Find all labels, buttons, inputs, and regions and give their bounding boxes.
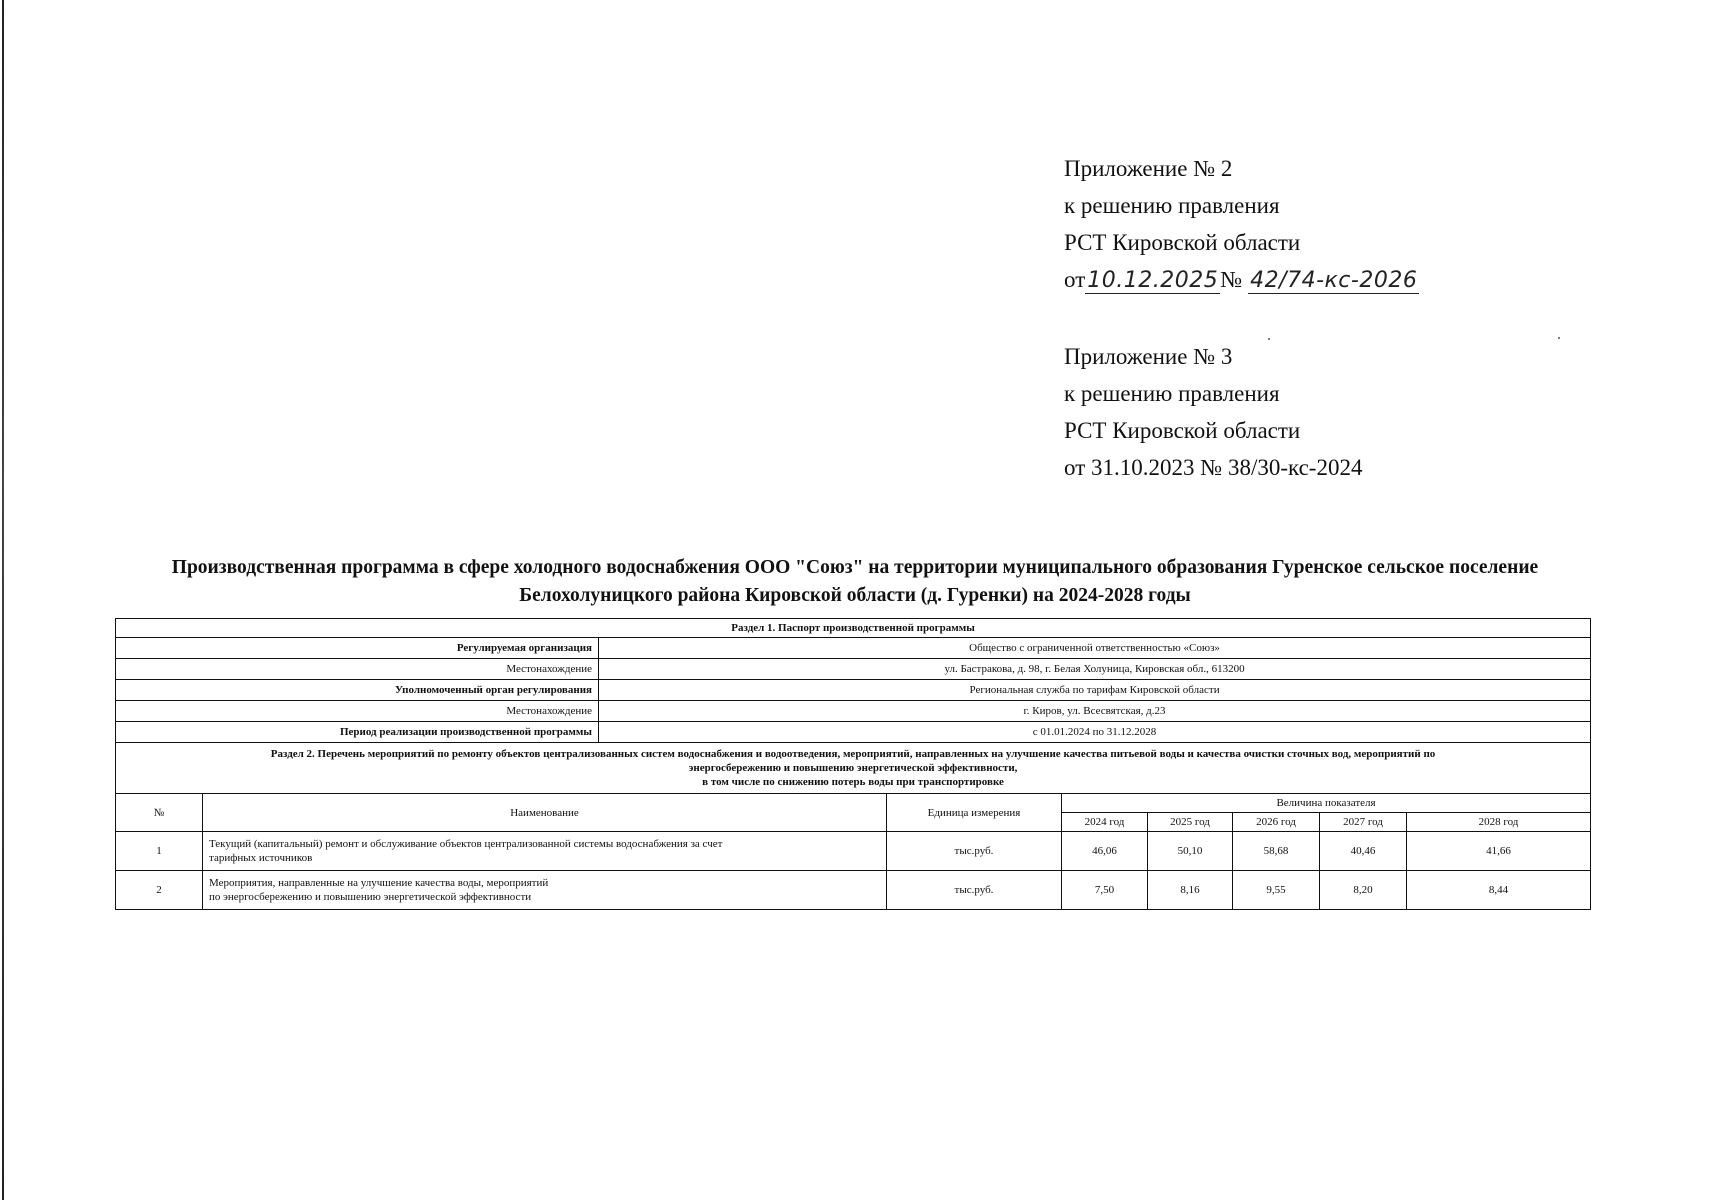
header-num: № xyxy=(116,794,203,832)
passport-value: ул. Бастракова, д. 98, г. Белая Холуница, Кировская обл., 613200 xyxy=(599,659,1591,680)
annex-2-line4 xyxy=(1064,261,1419,299)
row-num: 1 xyxy=(116,832,203,871)
section2-heading-row xyxy=(116,743,1591,794)
header-name: Наименование xyxy=(203,794,887,832)
passport-label: Уполномоченный орган регулирования xyxy=(116,680,599,701)
row-name-line1: Мероприятия, направленные на улучшение качества воды, мероприятий xyxy=(209,877,549,889)
annex-2-header xyxy=(1064,150,1419,299)
section2-heading-line1: Раздел 2. Перечень мероприятий по ремонту объектов централизованных систем водоснабжения и водоотведения, мероприятий, направленных на улучшение качества питьевой воды и качества очистки сточных вод, мероприятий по xyxy=(270,748,1436,760)
row-name-line2: по энергосбережению и повышению энергетической эффективности xyxy=(209,891,532,903)
passport-value: г. Киров, ул. Всесвятская, д.23 xyxy=(599,701,1591,722)
row-num: 2 xyxy=(116,871,203,910)
row-value: 46,06 xyxy=(1062,832,1148,871)
row-value: 8,20 xyxy=(1320,871,1407,910)
table-row xyxy=(116,832,1591,871)
passport-value: с 01.01.2024 по 31.12.2028 xyxy=(599,722,1591,743)
row-value: 41,66 xyxy=(1407,832,1591,871)
handwritten-date: 10.12.2025 xyxy=(1087,268,1219,293)
passport-row xyxy=(116,701,1591,722)
row-name-line2: тарифных источников xyxy=(209,852,313,864)
row-value: 8,16 xyxy=(1148,871,1233,910)
handwritten-number: 42/74-кс-2026 xyxy=(1250,268,1418,293)
row-value: 9,55 xyxy=(1233,871,1320,910)
passport-row xyxy=(116,638,1591,659)
annex-3-line4: от 31.10.2023 № 38/30-кс-2024 xyxy=(1064,455,1363,480)
row-value: 40,46 xyxy=(1320,832,1407,871)
passport-value: Региональная служба по тарифам Кировской области xyxy=(599,680,1591,701)
header-year: 2024 год xyxy=(1062,813,1148,832)
row-value: 58,68 xyxy=(1233,832,1320,871)
passport-row xyxy=(116,722,1591,743)
table-header-row xyxy=(116,794,1591,813)
annex-3-line1: Приложение № 3 xyxy=(1064,344,1233,369)
document-title-line2: Белохолуницкого района Кировской области (д. Гуренки) на 2024-2028 годы xyxy=(519,585,1191,606)
passport-row xyxy=(116,680,1591,701)
row-name xyxy=(203,871,887,910)
scan-edge-line xyxy=(2,0,4,1200)
section2-heading xyxy=(116,743,1591,794)
header-year: 2025 год xyxy=(1148,813,1233,832)
passport-label: Регулируемая организация xyxy=(116,638,599,659)
annex-2-prefix: от xyxy=(1064,267,1086,292)
passport-row xyxy=(116,659,1591,680)
document-title-line1: Производственная программа в сфере холодного водоснабжения ООО "Союз" на территории муниципального образования Гуренское сельское поселение xyxy=(171,557,1539,578)
section1-heading: Раздел 1. Паспорт производственной программы xyxy=(116,619,1591,638)
row-value: 50,10 xyxy=(1148,832,1233,871)
row-unit: тыс.руб. xyxy=(887,871,1062,910)
scan-speck xyxy=(1558,337,1560,339)
production-program-table xyxy=(115,618,1591,910)
annex-2-line3: РСТ Кировской области xyxy=(1064,230,1301,255)
annex-3-header xyxy=(1064,338,1362,486)
table-row xyxy=(116,871,1591,910)
header-value-group: Величина показателя xyxy=(1062,794,1591,813)
row-name-line1: Текущий (капитальный) ремонт и обслуживание объектов централизованной системы водоснабжения за счет xyxy=(209,838,723,850)
passport-value: Общество с ограниченной ответственностью «Союз» xyxy=(599,638,1591,659)
annex-3-line2: к решению правления xyxy=(1064,381,1280,406)
number-sign: № xyxy=(1220,267,1243,292)
row-name xyxy=(203,832,887,871)
document-title xyxy=(100,554,1610,610)
section2-heading-line2: энергосбережению и повышению энергетической эффективности, xyxy=(688,762,1018,774)
passport-label: Местонахождение xyxy=(116,659,599,680)
row-value: 8,44 xyxy=(1407,871,1591,910)
annex-2-line1: Приложение № 2 xyxy=(1064,156,1233,181)
header-year: 2027 год xyxy=(1320,813,1407,832)
annex-3-line3: РСТ Кировской области xyxy=(1064,418,1301,443)
row-value: 7,50 xyxy=(1062,871,1148,910)
annex-2-line2: к решению правления xyxy=(1064,193,1280,218)
section1-heading-row xyxy=(116,619,1591,638)
passport-label: Местонахождение xyxy=(116,701,599,722)
header-year: 2028 год xyxy=(1407,813,1591,832)
header-year: 2026 год xyxy=(1233,813,1320,832)
passport-label: Период реализации производственной программы xyxy=(116,722,599,743)
header-unit: Единица измерения xyxy=(887,794,1062,832)
section2-heading-line3: в том числе по снижению потерь воды при транспортировке xyxy=(702,776,1004,788)
row-unit: тыс.руб. xyxy=(887,832,1062,871)
